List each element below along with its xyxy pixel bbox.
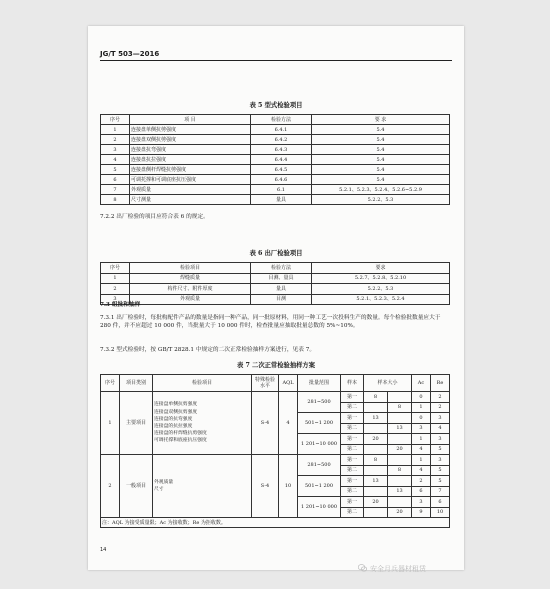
table-cell: 第二 [341, 486, 364, 497]
inspection-item: 尺寸 [154, 487, 164, 492]
header-rule [100, 60, 452, 61]
page-number: 14 [100, 547, 107, 553]
table-cell [364, 486, 388, 497]
table-cell: 1 [412, 434, 431, 445]
table-cell: 7 [101, 185, 130, 195]
table6-header: 检验方法 [251, 263, 312, 274]
table5 [100, 114, 450, 205]
paragraph-7-3-2: 7.3.2 型式检验时，按 GB/T 2828.1 中规定的二次正常检验抽样方案进行，见表 7。 [100, 347, 316, 353]
table-cell: 一般项目 [120, 455, 153, 518]
table-cell: 5.4 [312, 125, 450, 135]
table-cell: 6.4.5 [251, 165, 312, 175]
inspection-item: 可调托撑和底座抗压强度 [154, 438, 207, 444]
table-cell: 目测、量具 [251, 273, 312, 284]
table-row [101, 175, 450, 185]
table-cell: 1 [101, 125, 130, 135]
table-cell: 5 [431, 476, 450, 487]
table-cell: 构件尺寸、附件厚度 [130, 284, 251, 295]
table-cell: 6 [431, 497, 450, 508]
paragraph-7-3-1: 7.3.1 出厂检验时，每批构配件产品的数量是指同一种产品，同一批原材料，用同一种工艺一次投料生产的数量。每个检验批数量应大于 280 件，并不应超过 10 000 件，当批量大于 10 000 件时，检查批量应抽取批量总数的 5%~10%。 [100, 315, 441, 330]
table-cell: 第一 [341, 434, 364, 445]
table-cell: 20 [364, 497, 388, 508]
table-cell: 5.2.1、5.2.3、5.2.4 [312, 294, 450, 305]
table-cell: 第一 [341, 413, 364, 424]
table-cell: 第二 [341, 465, 364, 476]
table-cell: 尺寸测量 [130, 195, 251, 205]
table-cell: 连接盘抗拉强度 [130, 155, 251, 165]
table6-caption: 表 6 出厂检验项目 [249, 250, 303, 257]
table-row [101, 284, 450, 295]
table-cell: 20 [364, 434, 388, 445]
table-cell: 主要项目 [120, 392, 153, 455]
standard-code: JG/T 503—2016 [100, 50, 160, 58]
paragraph-7-2-2: 7.2.2 出厂检验的项目应符合表 6 的规定。 [100, 214, 209, 220]
table-cell: 5.4 [312, 165, 450, 175]
table-cell: 连接盘侧杆焊缝抗剪强度 [130, 165, 251, 175]
table-cell: 量具 [251, 195, 312, 205]
table-cell: 5 [101, 165, 130, 175]
table-cell: S-4 [252, 392, 279, 455]
table-cell: 3 [101, 145, 130, 155]
table-row [101, 125, 450, 135]
table6-header: 检验项目 [130, 263, 251, 274]
document-page [88, 26, 464, 570]
inspection-item: 连接盘的杆焊缝抗剪强度 [154, 431, 207, 437]
table7-header: Re [431, 375, 450, 392]
table-row [101, 155, 450, 165]
table-cell: 3 [101, 294, 130, 305]
table7-header: 检验项目 [153, 375, 252, 392]
table7-header: Ac [412, 375, 431, 392]
table-cell: 连接盘抗弯强度 [130, 145, 251, 155]
table-row [101, 455, 450, 466]
table5-header: 序号 [101, 115, 130, 125]
table-cell: 第二 [341, 444, 364, 455]
table-cell [388, 434, 412, 445]
table-cell: 4 [101, 155, 130, 165]
table-cell: 第一 [341, 497, 364, 508]
table7-header: 项目类别 [120, 375, 153, 392]
table-cell: 10 [431, 507, 450, 518]
table-cell: 0 [412, 392, 431, 403]
table-cell [364, 402, 388, 413]
table-cell [364, 444, 388, 455]
table-cell: 281~500 [298, 455, 341, 476]
table-cell: 5.4 [312, 145, 450, 155]
table-cell: 20 [388, 444, 412, 455]
table-cell: 1 [412, 402, 431, 413]
table-cell: 第一 [341, 455, 364, 466]
inspection-items [153, 392, 252, 455]
table-row [101, 145, 450, 155]
table7-note: 注：AQL 为接受质量限；Ac 为接收数；Re 为拒收数。 [101, 518, 450, 528]
table-cell: 5.4 [312, 175, 450, 185]
table-cell: 5 [431, 444, 450, 455]
table-cell: 2 [101, 455, 120, 518]
table-row [101, 135, 450, 145]
table7 [100, 374, 450, 528]
table-cell: 焊缝质量 [130, 273, 251, 284]
table-cell: 4 [279, 392, 298, 455]
table-row [101, 195, 450, 205]
table-cell: 第二 [341, 402, 364, 413]
table-cell [388, 413, 412, 424]
table-cell: 13 [388, 423, 412, 434]
watermark-text: 安全月兵器材租赁 [370, 565, 426, 573]
section-7-3-heading: 7.3 组批和抽样 [100, 302, 141, 308]
table-cell: 5.2.2、5.3 [312, 284, 450, 295]
table-cell: 5.2.1、5.2.3、5.2.4、5.2.6~5.2.9 [312, 185, 450, 195]
table-cell: 8 [388, 402, 412, 413]
table-cell: 4 [431, 423, 450, 434]
table7-header: 批量范围 [298, 375, 341, 392]
inspection-item: 连接盘单侧抗剪强度 [154, 402, 198, 408]
table-cell [364, 465, 388, 476]
table-cell: 连接盘单侧抗剪强度 [130, 125, 251, 135]
table-cell: 6.1 [251, 185, 312, 195]
table-cell: 6 [412, 486, 431, 497]
table5-header: 要 求 [312, 115, 450, 125]
table-cell: 1 [101, 392, 120, 455]
table-row [101, 273, 450, 284]
table-cell: 6 [101, 175, 130, 185]
table-cell: 5.4 [312, 155, 450, 165]
inspection-item: 外观质量 [154, 479, 174, 485]
table-cell: 9 [412, 507, 431, 518]
table7-header: 样本 [341, 375, 364, 392]
table-cell: 1 201~10 000 [298, 434, 341, 455]
table-cell [364, 423, 388, 434]
table6-header: 序号 [101, 263, 130, 274]
table-cell: 2 [431, 392, 450, 403]
table-cell: 8 [364, 455, 388, 466]
table-cell: S-4 [252, 455, 279, 518]
table-cell: 281~500 [298, 392, 341, 413]
table-cell: 2 [101, 284, 130, 295]
table-cell: 3 [431, 455, 450, 466]
table-cell: 3 [412, 423, 431, 434]
inspection-items [153, 455, 252, 518]
table-cell: 1 [101, 273, 130, 284]
table-cell: 8 [101, 195, 130, 205]
table7-header: 序号 [101, 375, 120, 392]
table-cell: 6.4.6 [251, 175, 312, 185]
table-cell: 8 [364, 392, 388, 403]
table7-header: 特殊检验水平 [252, 375, 279, 392]
inspection-item: 连接盘双侧抗剪强度 [154, 409, 198, 415]
table-cell: 2 [101, 135, 130, 145]
table-cell: 501~1 200 [298, 476, 341, 497]
table-cell: 6.4.4 [251, 155, 312, 165]
table5-header: 项 目 [130, 115, 251, 125]
table-cell: 7 [431, 486, 450, 497]
table-cell: 13 [364, 476, 388, 487]
table-cell: 2 [412, 476, 431, 487]
table-cell: 6.4.1 [251, 125, 312, 135]
table-cell: 5 [431, 465, 450, 476]
table-cell: 5.4 [312, 135, 450, 145]
table-row [101, 185, 450, 195]
table-cell [388, 476, 412, 487]
table-cell: 13 [388, 486, 412, 497]
table-cell [388, 497, 412, 508]
table-cell: 3 [431, 434, 450, 445]
wechat-icon [358, 564, 367, 572]
table-cell: 3 [412, 497, 431, 508]
table-cell: 1 201~10 000 [298, 497, 341, 518]
table-cell: 10 [279, 455, 298, 518]
table5-header: 检验方法 [251, 115, 312, 125]
table-cell: 6.4.3 [251, 145, 312, 155]
table-cell: 5.2.7、5.2.8、5.2.10 [312, 273, 450, 284]
table-cell: 可调托撑和可调底座抗压强度 [130, 175, 251, 185]
table-cell: 目测 [251, 294, 312, 305]
table5-caption: 表 5 型式检验项目 [249, 102, 303, 109]
table-cell [388, 392, 412, 403]
table-cell: 连接盘双侧抗剪强度 [130, 135, 251, 145]
table-cell: 501~1 200 [298, 413, 341, 434]
table-cell [388, 455, 412, 466]
table-cell [364, 507, 388, 518]
table6 [100, 262, 450, 305]
table-cell: 第二 [341, 507, 364, 518]
table-cell: 第二 [341, 423, 364, 434]
table-cell: 3 [431, 413, 450, 424]
table-cell: 1 [412, 455, 431, 466]
table-cell: 量具 [251, 284, 312, 295]
table-cell: 8 [388, 465, 412, 476]
inspection-item: 连接盘的抗拉强度 [154, 424, 193, 429]
table6-header: 要求 [312, 263, 450, 274]
table-cell: 第一 [341, 392, 364, 403]
table-cell: 4 [412, 444, 431, 455]
table7-caption: 表 7 二次正常检验抽样方案 [236, 362, 316, 369]
table7-header: AQL [279, 375, 298, 392]
table-cell: 外观质量 [130, 185, 251, 195]
table-cell: 13 [364, 413, 388, 424]
inspection-item: 连接盘的抗弯强度 [154, 416, 193, 422]
table-cell: 20 [388, 507, 412, 518]
table-cell: 外观质量 [130, 294, 251, 305]
table-cell: 5.2.2、5.3 [312, 195, 450, 205]
table7-header: 样本大小 [364, 375, 412, 392]
table-row [101, 392, 450, 403]
table-cell: 2 [431, 402, 450, 413]
table-cell: 0 [412, 413, 431, 424]
table-cell: 第一 [341, 476, 364, 487]
table-row [101, 165, 450, 175]
table-cell: 6.4.2 [251, 135, 312, 145]
table-cell: 4 [412, 465, 431, 476]
